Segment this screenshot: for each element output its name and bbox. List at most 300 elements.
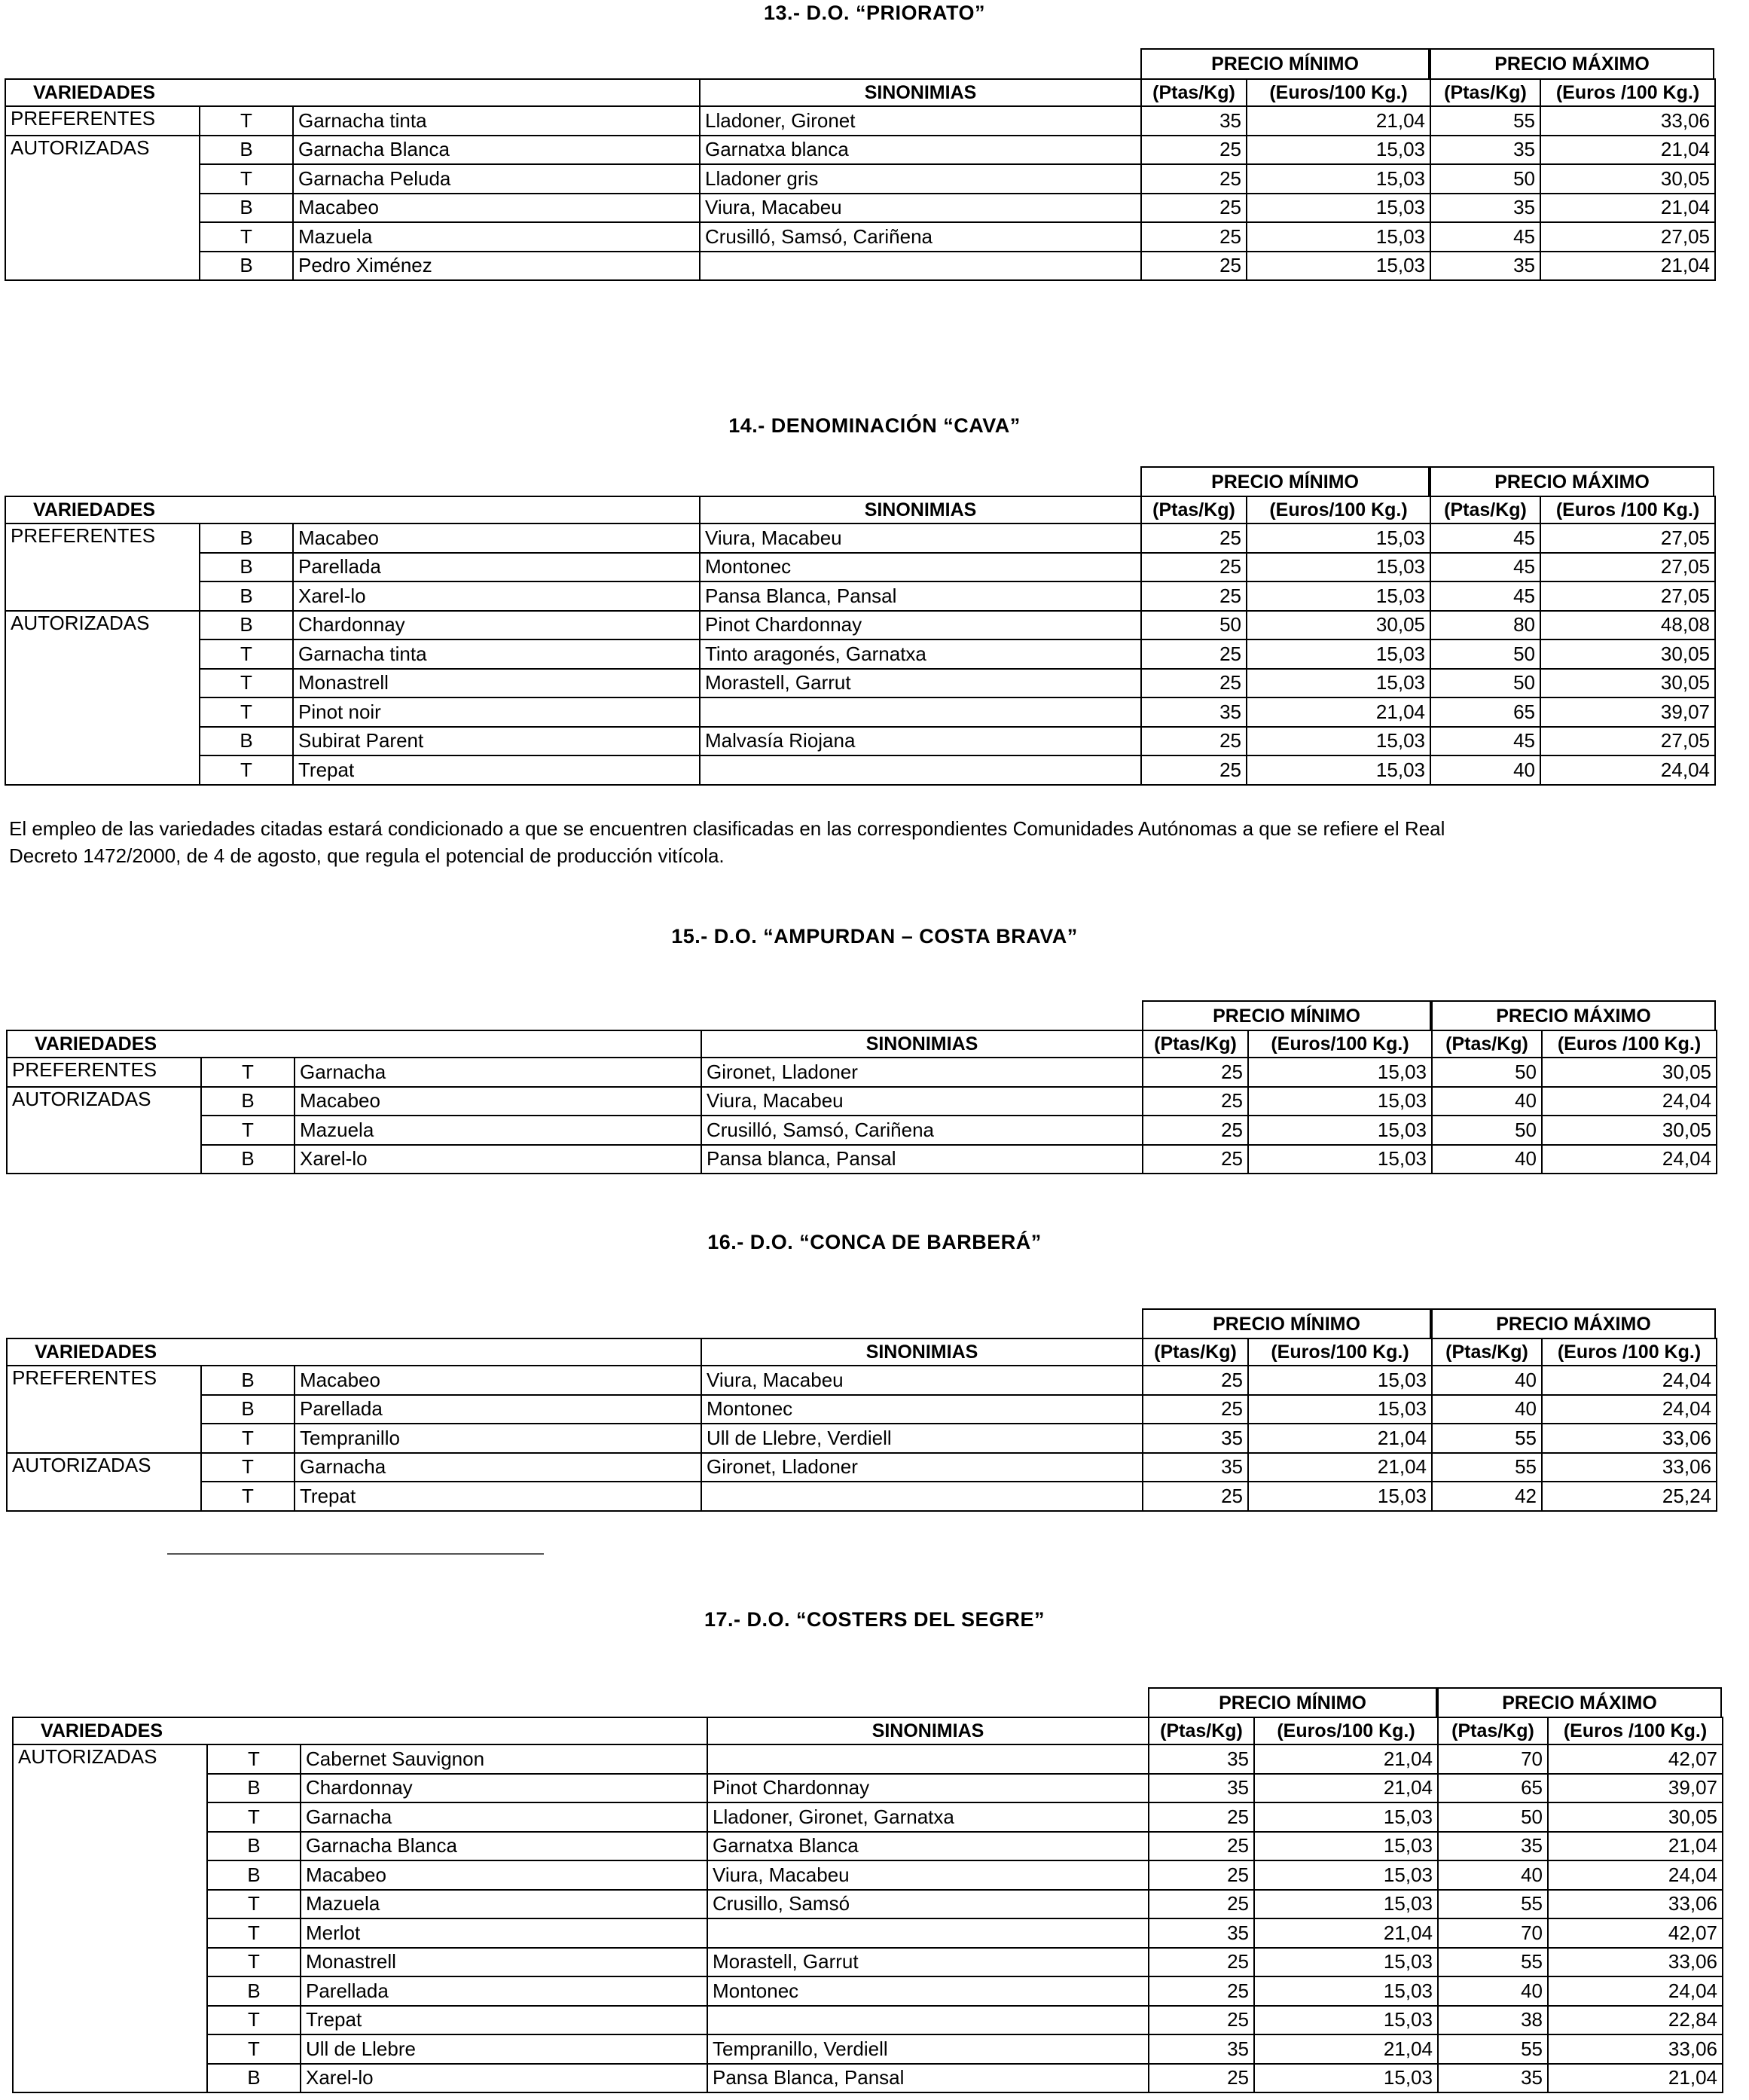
variety-name-cell: Mazuela — [293, 222, 700, 252]
color-code-cell: T — [200, 669, 293, 698]
precio-maximo-header: PRECIO MÁXIMO — [1430, 466, 1714, 496]
min-price-ptas-cell: 25 — [1149, 1832, 1254, 1861]
variety-name-cell: Macabeo — [295, 1087, 701, 1116]
color-code-cell: B — [201, 1366, 295, 1395]
max-price-euros-cell: 30,05 — [1542, 1116, 1717, 1145]
min-price-ptas-cell: 25 — [1141, 639, 1247, 669]
max-price-ptas-cell: 40 — [1432, 1145, 1542, 1174]
max-price-ptas-cell: 38 — [1438, 2006, 1548, 2035]
color-code-cell: T — [200, 697, 293, 727]
variety-group-cell: AUTORIZADAS — [5, 611, 200, 640]
synonyms-cell: Lladoner, Gironet, Garnatxa — [707, 1802, 1149, 1832]
min-price-euros-cell: 15,03 — [1248, 1087, 1432, 1116]
min-price-euros-cell: 15,03 — [1248, 1482, 1432, 1511]
variety-group-cell — [13, 1918, 207, 1948]
max-price-ptas-cell: 40 — [1432, 1087, 1542, 1116]
max-price-ptas-cell: 80 — [1430, 611, 1540, 640]
table-header-row — [7, 1338, 1717, 1366]
variety-group-cell — [5, 581, 200, 611]
min-price-euros-cell: 15,03 — [1248, 1116, 1432, 1145]
max-price-ptas-cell: 50 — [1430, 639, 1540, 669]
column-header-ptas-min: (Ptas/Kg) — [1141, 79, 1247, 106]
variety-name-cell: Xarel-lo — [293, 581, 700, 611]
min-price-euros-cell: 21,04 — [1254, 1744, 1438, 1774]
variety-group-cell — [5, 252, 200, 281]
max-price-ptas-cell: 55 — [1438, 1948, 1548, 1977]
variety-group-cell — [13, 1860, 207, 1890]
color-code-cell: T — [207, 1890, 301, 1919]
min-price-ptas-cell: 35 — [1141, 697, 1247, 727]
variety-name-cell: Garnacha tinta — [293, 106, 700, 136]
max-price-euros-cell: 30,05 — [1540, 164, 1715, 194]
synonyms-cell: Montonec — [701, 1395, 1143, 1424]
variety-name-cell: Monastrell — [293, 669, 700, 698]
table-row — [13, 1860, 1723, 1890]
color-code-cell: B — [200, 136, 293, 165]
max-price-euros-cell: 24,04 — [1542, 1145, 1717, 1174]
separator-rule — [167, 1553, 544, 1555]
table-row — [5, 669, 1715, 698]
column-header-variedades: VARIEDADES — [7, 1030, 701, 1058]
variety-group-cell: AUTORIZADAS — [13, 1744, 207, 1774]
max-price-euros-cell: 33,06 — [1540, 106, 1715, 136]
variety-group-cell — [5, 222, 200, 252]
min-price-euros-cell: 15,03 — [1247, 222, 1430, 252]
column-header-euros-max: (Euros /100 Kg.) — [1542, 1030, 1717, 1058]
color-code-cell: B — [200, 523, 293, 553]
color-code-cell: B — [207, 1976, 301, 2006]
color-code-cell: T — [207, 1744, 301, 1774]
column-header-ptas-max: (Ptas/Kg) — [1430, 79, 1540, 106]
min-price-ptas-cell: 35 — [1143, 1424, 1248, 1453]
column-header-ptas-min: (Ptas/Kg) — [1143, 1030, 1248, 1058]
column-header-ptas-max: (Ptas/Kg) — [1432, 1338, 1542, 1366]
precio-maximo-header: PRECIO MÁXIMO — [1430, 48, 1714, 78]
variety-group-cell: PREFERENTES — [7, 1058, 201, 1087]
variety-name-cell: Chardonnay — [301, 1774, 707, 1803]
min-price-euros-cell: 15,03 — [1254, 1890, 1438, 1919]
variety-group-cell — [5, 553, 200, 582]
table-row — [5, 611, 1715, 640]
max-price-euros-cell: 42,07 — [1548, 1918, 1723, 1948]
color-code-cell: B — [201, 1145, 295, 1174]
max-price-ptas-cell: 45 — [1430, 727, 1540, 756]
table-row — [13, 1774, 1723, 1803]
precio-minimo-header: PRECIO MÍNIMO — [1148, 1687, 1437, 1717]
variety-name-cell: Pedro Ximénez — [293, 252, 700, 281]
max-price-ptas-cell: 50 — [1438, 1802, 1548, 1832]
variety-name-cell: Chardonnay — [293, 611, 700, 640]
precio-maximo-header: PRECIO MÁXIMO — [1437, 1687, 1722, 1717]
min-price-ptas-cell: 25 — [1143, 1366, 1248, 1395]
min-price-euros-cell: 15,03 — [1247, 639, 1430, 669]
variety-name-cell: Trepat — [293, 755, 700, 785]
variety-name-cell: Subirat Parent — [293, 727, 700, 756]
min-price-ptas-cell: 35 — [1149, 1918, 1254, 1948]
precio-maximo-header: PRECIO MÁXIMO — [1431, 1000, 1716, 1030]
table-row — [5, 164, 1715, 194]
max-price-euros-cell: 39,07 — [1540, 697, 1715, 727]
color-code-cell: T — [201, 1058, 295, 1087]
max-price-euros-cell: 21,04 — [1540, 252, 1715, 281]
min-price-ptas-cell: 25 — [1143, 1116, 1248, 1145]
max-price-euros-cell: 27,05 — [1540, 553, 1715, 582]
table-row — [5, 523, 1715, 553]
min-price-ptas-cell: 25 — [1143, 1395, 1248, 1424]
color-code-cell: B — [200, 252, 293, 281]
min-price-euros-cell: 15,03 — [1247, 755, 1430, 785]
min-price-euros-cell: 15,03 — [1254, 2006, 1438, 2035]
min-price-euros-cell: 15,03 — [1254, 1860, 1438, 1890]
synonyms-cell — [707, 2006, 1149, 2035]
max-price-euros-cell: 33,06 — [1548, 1890, 1723, 1919]
max-price-ptas-cell: 55 — [1438, 2034, 1548, 2064]
variety-name-cell: Cabernet Sauvignon — [301, 1744, 707, 1774]
synonyms-cell: Lladoner gris — [700, 164, 1141, 194]
min-price-ptas-cell: 35 — [1149, 1774, 1254, 1803]
min-price-ptas-cell: 25 — [1143, 1087, 1248, 1116]
min-price-euros-cell: 21,04 — [1247, 697, 1430, 727]
column-header-sinonimias: SINONIMIAS — [700, 79, 1141, 106]
table-row — [7, 1116, 1717, 1145]
max-price-ptas-cell: 70 — [1438, 1744, 1548, 1774]
table-row — [5, 727, 1715, 756]
min-price-ptas-cell: 25 — [1141, 164, 1247, 194]
color-code-cell: T — [207, 2034, 301, 2064]
min-price-euros-cell: 15,03 — [1247, 252, 1430, 281]
max-price-euros-cell: 33,06 — [1542, 1424, 1717, 1453]
min-price-euros-cell: 15,03 — [1247, 164, 1430, 194]
color-code-cell: T — [200, 222, 293, 252]
precio-minimo-header: PRECIO MÍNIMO — [1142, 1308, 1431, 1338]
section-title: 16.- D.O. “CONCA DE BARBERÁ” — [707, 1231, 1042, 1253]
variety-name-cell: Garnacha Blanca — [293, 136, 700, 165]
max-price-ptas-cell: 35 — [1430, 136, 1540, 165]
table-row — [13, 1976, 1723, 2006]
variety-name-cell: Parellada — [295, 1395, 701, 1424]
min-price-ptas-cell: 25 — [1141, 553, 1247, 582]
variety-group-cell — [13, 1948, 207, 1977]
column-header-euros-max: (Euros /100 Kg.) — [1540, 496, 1715, 523]
variety-group-cell — [13, 1802, 207, 1832]
max-price-ptas-cell: 40 — [1438, 1976, 1548, 2006]
prices-table — [6, 1030, 1717, 1174]
variety-name-cell: Ull de Llebre — [301, 2034, 707, 2064]
table-row — [13, 1890, 1723, 1919]
max-price-euros-cell: 21,04 — [1548, 1832, 1723, 1861]
max-price-euros-cell: 27,05 — [1540, 727, 1715, 756]
variety-name-cell: Macabeo — [293, 194, 700, 223]
variety-group-cell — [13, 1774, 207, 1803]
min-price-euros-cell: 15,03 — [1247, 553, 1430, 582]
variety-name-cell: Macabeo — [295, 1366, 701, 1395]
color-code-cell: B — [201, 1087, 295, 1116]
min-price-ptas-cell: 25 — [1149, 2064, 1254, 2093]
color-code-cell: B — [207, 1774, 301, 1803]
color-code-cell: T — [200, 106, 293, 136]
color-code-cell: T — [207, 1918, 301, 1948]
section-title: 13.- D.O. “PRIORATO” — [763, 2, 986, 24]
min-price-euros-cell: 15,03 — [1254, 2064, 1438, 2093]
color-code-cell: T — [207, 2006, 301, 2035]
min-price-euros-cell: 15,03 — [1247, 727, 1430, 756]
min-price-euros-cell: 15,03 — [1247, 669, 1430, 698]
note-line-2: Decreto 1472/2000, de 4 de agosto, que regula el potencial de producción vitícola. — [9, 844, 725, 867]
column-header-euros-min: (Euros/100 Kg.) — [1247, 496, 1430, 523]
min-price-euros-cell: 21,04 — [1254, 2034, 1438, 2064]
color-code-cell: T — [200, 755, 293, 785]
table-row — [7, 1087, 1717, 1116]
max-price-euros-cell: 24,04 — [1542, 1395, 1717, 1424]
color-code-cell: B — [207, 1860, 301, 1890]
variety-group-cell: PREFERENTES — [5, 523, 200, 553]
color-code-cell: B — [200, 553, 293, 582]
variety-group-cell — [7, 1116, 201, 1145]
column-header-sinonimias: SINONIMIAS — [700, 496, 1141, 523]
variety-name-cell: Garnacha Peluda — [293, 164, 700, 194]
min-price-euros-cell: 21,04 — [1248, 1453, 1432, 1482]
min-price-ptas-cell: 25 — [1149, 1890, 1254, 1919]
synonyms-cell: Morastell, Garrut — [700, 669, 1141, 698]
variety-name-cell: Garnacha — [295, 1453, 701, 1482]
min-price-euros-cell: 15,03 — [1248, 1395, 1432, 1424]
min-price-euros-cell: 15,03 — [1254, 1948, 1438, 1977]
variety-group-cell — [13, 1890, 207, 1919]
table-row — [13, 2034, 1723, 2064]
max-price-euros-cell: 24,04 — [1548, 1860, 1723, 1890]
min-price-euros-cell: 15,03 — [1247, 523, 1430, 553]
max-price-euros-cell: 30,05 — [1548, 1802, 1723, 1832]
color-code-cell: T — [201, 1482, 295, 1511]
variety-name-cell: Mazuela — [301, 1890, 707, 1919]
synonyms-cell: Montonec — [700, 553, 1141, 582]
variety-name-cell: Macabeo — [301, 1860, 707, 1890]
variety-name-cell: Mazuela — [295, 1116, 701, 1145]
max-price-ptas-cell: 50 — [1432, 1116, 1542, 1145]
max-price-ptas-cell: 45 — [1430, 553, 1540, 582]
variety-name-cell: Monastrell — [301, 1948, 707, 1977]
precio-maximo-header: PRECIO MÁXIMO — [1431, 1308, 1716, 1338]
min-price-ptas-cell: 25 — [1149, 1948, 1254, 1977]
min-price-ptas-cell: 25 — [1143, 1482, 1248, 1511]
column-header-euros-max: (Euros /100 Kg.) — [1542, 1338, 1717, 1366]
variety-group-cell — [13, 2064, 207, 2093]
variety-group-cell — [7, 1395, 201, 1424]
table-row — [7, 1058, 1717, 1087]
min-price-euros-cell: 15,03 — [1254, 1832, 1438, 1861]
variety-group-cell — [5, 755, 200, 785]
variety-name-cell: Macabeo — [293, 523, 700, 553]
min-price-ptas-cell: 25 — [1141, 669, 1247, 698]
max-price-ptas-cell: 45 — [1430, 523, 1540, 553]
min-price-euros-cell: 21,04 — [1254, 1774, 1438, 1803]
column-header-euros-max: (Euros /100 Kg.) — [1540, 79, 1715, 106]
variety-name-cell: Parellada — [293, 553, 700, 582]
min-price-ptas-cell: 25 — [1141, 727, 1247, 756]
min-price-ptas-cell: 35 — [1149, 2034, 1254, 2064]
color-code-cell: B — [207, 1832, 301, 1861]
max-price-euros-cell: 30,05 — [1542, 1058, 1717, 1087]
variety-group-cell — [13, 2034, 207, 2064]
variety-name-cell: Merlot — [301, 1918, 707, 1948]
min-price-ptas-cell: 25 — [1141, 194, 1247, 223]
table-row — [5, 639, 1715, 669]
synonyms-cell: Crusilló, Samsó, Cariñena — [700, 222, 1141, 252]
max-price-ptas-cell: 50 — [1430, 164, 1540, 194]
synonyms-cell: Garnatxa blanca — [700, 136, 1141, 165]
precio-minimo-header: PRECIO MÍNIMO — [1140, 466, 1430, 496]
synonyms-cell: Viura, Macabeu — [700, 194, 1141, 223]
synonyms-cell: Montonec — [707, 1976, 1149, 2006]
column-header-sinonimias: SINONIMIAS — [701, 1030, 1143, 1058]
table-header-row — [13, 1717, 1723, 1744]
max-price-euros-cell: 33,06 — [1542, 1453, 1717, 1482]
min-price-ptas-cell: 25 — [1141, 523, 1247, 553]
table-row — [7, 1453, 1717, 1482]
max-price-euros-cell: 33,06 — [1548, 1948, 1723, 1977]
variety-name-cell: Xarel-lo — [301, 2064, 707, 2093]
synonyms-cell — [700, 252, 1141, 281]
prices-table — [12, 1717, 1723, 2093]
min-price-ptas-cell: 25 — [1149, 1860, 1254, 1890]
column-header-euros-min: (Euros/100 Kg.) — [1254, 1717, 1438, 1744]
color-code-cell: T — [200, 164, 293, 194]
column-header-variedades: VARIEDADES — [5, 79, 700, 106]
min-price-ptas-cell: 25 — [1141, 136, 1247, 165]
synonyms-cell: Tinto aragonés, Garnatxa — [700, 639, 1141, 669]
min-price-ptas-cell: 25 — [1141, 222, 1247, 252]
color-code-cell: T — [200, 639, 293, 669]
max-price-ptas-cell: 40 — [1438, 1860, 1548, 1890]
max-price-ptas-cell: 50 — [1430, 669, 1540, 698]
max-price-ptas-cell: 65 — [1438, 1774, 1548, 1803]
min-price-euros-cell: 15,03 — [1254, 1802, 1438, 1832]
min-price-ptas-cell: 50 — [1141, 611, 1247, 640]
max-price-euros-cell: 27,05 — [1540, 581, 1715, 611]
max-price-euros-cell: 42,07 — [1548, 1744, 1723, 1774]
color-code-cell: T — [201, 1453, 295, 1482]
variety-name-cell: Parellada — [301, 1976, 707, 2006]
max-price-ptas-cell: 40 — [1432, 1395, 1542, 1424]
synonyms-cell — [707, 1918, 1149, 1948]
column-header-euros-min: (Euros/100 Kg.) — [1248, 1030, 1432, 1058]
variety-group-cell — [7, 1424, 201, 1453]
min-price-ptas-cell: 25 — [1149, 1976, 1254, 2006]
max-price-euros-cell: 22,84 — [1548, 2006, 1723, 2035]
synonyms-cell: Viura, Macabeu — [700, 523, 1141, 553]
max-price-ptas-cell: 42 — [1432, 1482, 1542, 1511]
variety-name-cell: Xarel-lo — [295, 1145, 701, 1174]
color-code-cell: B — [200, 611, 293, 640]
table-header-row — [5, 79, 1715, 106]
synonyms-cell: Crusillo, Samsó — [707, 1890, 1149, 1919]
precio-minimo-header: PRECIO MÍNIMO — [1142, 1000, 1431, 1030]
column-header-sinonimias: SINONIMIAS — [701, 1338, 1143, 1366]
table-row — [5, 697, 1715, 727]
max-price-ptas-cell: 45 — [1430, 581, 1540, 611]
min-price-ptas-cell: 25 — [1143, 1058, 1248, 1087]
min-price-ptas-cell: 25 — [1149, 1802, 1254, 1832]
synonyms-cell: Viura, Macabeu — [701, 1366, 1143, 1395]
note-text — [9, 815, 1741, 869]
variety-name-cell: Tempranillo — [295, 1424, 701, 1453]
max-price-ptas-cell: 50 — [1432, 1058, 1542, 1087]
min-price-ptas-cell: 35 — [1149, 1744, 1254, 1774]
max-price-euros-cell: 30,05 — [1540, 639, 1715, 669]
synonyms-cell: Pansa Blanca, Pansal — [707, 2064, 1149, 2093]
min-price-euros-cell: 15,03 — [1247, 136, 1430, 165]
synonyms-cell: Pansa blanca, Pansal — [701, 1145, 1143, 1174]
column-header-ptas-min: (Ptas/Kg) — [1143, 1338, 1248, 1366]
table-row — [5, 194, 1715, 223]
column-header-variedades: VARIEDADES — [13, 1717, 707, 1744]
max-price-euros-cell: 25,24 — [1542, 1482, 1717, 1511]
synonyms-cell: Gironet, Lladoner — [701, 1058, 1143, 1087]
table-row — [5, 755, 1715, 785]
variety-group-cell — [7, 1482, 201, 1511]
table-row — [5, 581, 1715, 611]
color-code-cell: B — [200, 581, 293, 611]
synonyms-cell: Pinot Chardonnay — [707, 1774, 1149, 1803]
color-code-cell: T — [201, 1116, 295, 1145]
max-price-ptas-cell: 40 — [1432, 1366, 1542, 1395]
variety-group-cell — [5, 639, 200, 669]
column-header-variedades: VARIEDADES — [7, 1338, 701, 1366]
variety-group-cell — [5, 697, 200, 727]
variety-group-cell: AUTORIZADAS — [7, 1453, 201, 1482]
variety-name-cell: Trepat — [301, 2006, 707, 2035]
min-price-euros-cell: 15,03 — [1247, 194, 1430, 223]
max-price-ptas-cell: 35 — [1438, 2064, 1548, 2093]
min-price-euros-cell: 15,03 — [1248, 1058, 1432, 1087]
table-row — [13, 1744, 1723, 1774]
min-price-ptas-cell: 25 — [1141, 581, 1247, 611]
column-header-ptas-max: (Ptas/Kg) — [1430, 496, 1540, 523]
color-code-cell: B — [201, 1395, 295, 1424]
min-price-euros-cell: 21,04 — [1254, 1918, 1438, 1948]
max-price-ptas-cell: 55 — [1432, 1453, 1542, 1482]
max-price-euros-cell: 30,05 — [1540, 669, 1715, 698]
min-price-euros-cell: 30,05 — [1247, 611, 1430, 640]
max-price-ptas-cell: 70 — [1438, 1918, 1548, 1948]
max-price-euros-cell: 48,08 — [1540, 611, 1715, 640]
max-price-ptas-cell: 55 — [1438, 1890, 1548, 1919]
max-price-ptas-cell: 40 — [1430, 755, 1540, 785]
min-price-euros-cell: 15,03 — [1254, 1976, 1438, 2006]
table-row — [13, 1832, 1723, 1861]
column-header-variedades: VARIEDADES — [5, 496, 700, 523]
synonyms-cell: Pansa Blanca, Pansal — [700, 581, 1141, 611]
synonyms-cell: Tempranillo, Verdiell — [707, 2034, 1149, 2064]
min-price-ptas-cell: 25 — [1143, 1145, 1248, 1174]
min-price-euros-cell: 15,03 — [1248, 1366, 1432, 1395]
max-price-euros-cell: 27,05 — [1540, 222, 1715, 252]
variety-name-cell: Garnacha — [295, 1058, 701, 1087]
color-code-cell: B — [200, 727, 293, 756]
max-price-ptas-cell: 55 — [1432, 1424, 1542, 1453]
column-header-ptas-min: (Ptas/Kg) — [1149, 1717, 1254, 1744]
synonyms-cell — [700, 755, 1141, 785]
min-price-ptas-cell: 25 — [1141, 755, 1247, 785]
min-price-ptas-cell: 35 — [1143, 1453, 1248, 1482]
column-header-ptas-max: (Ptas/Kg) — [1438, 1717, 1548, 1744]
max-price-ptas-cell: 55 — [1430, 106, 1540, 136]
max-price-euros-cell: 21,04 — [1548, 2064, 1723, 2093]
synonyms-cell — [700, 697, 1141, 727]
synonyms-cell: Viura, Macabeu — [707, 1860, 1149, 1890]
variety-group-cell — [5, 164, 200, 194]
precio-minimo-header: PRECIO MÍNIMO — [1140, 48, 1430, 78]
